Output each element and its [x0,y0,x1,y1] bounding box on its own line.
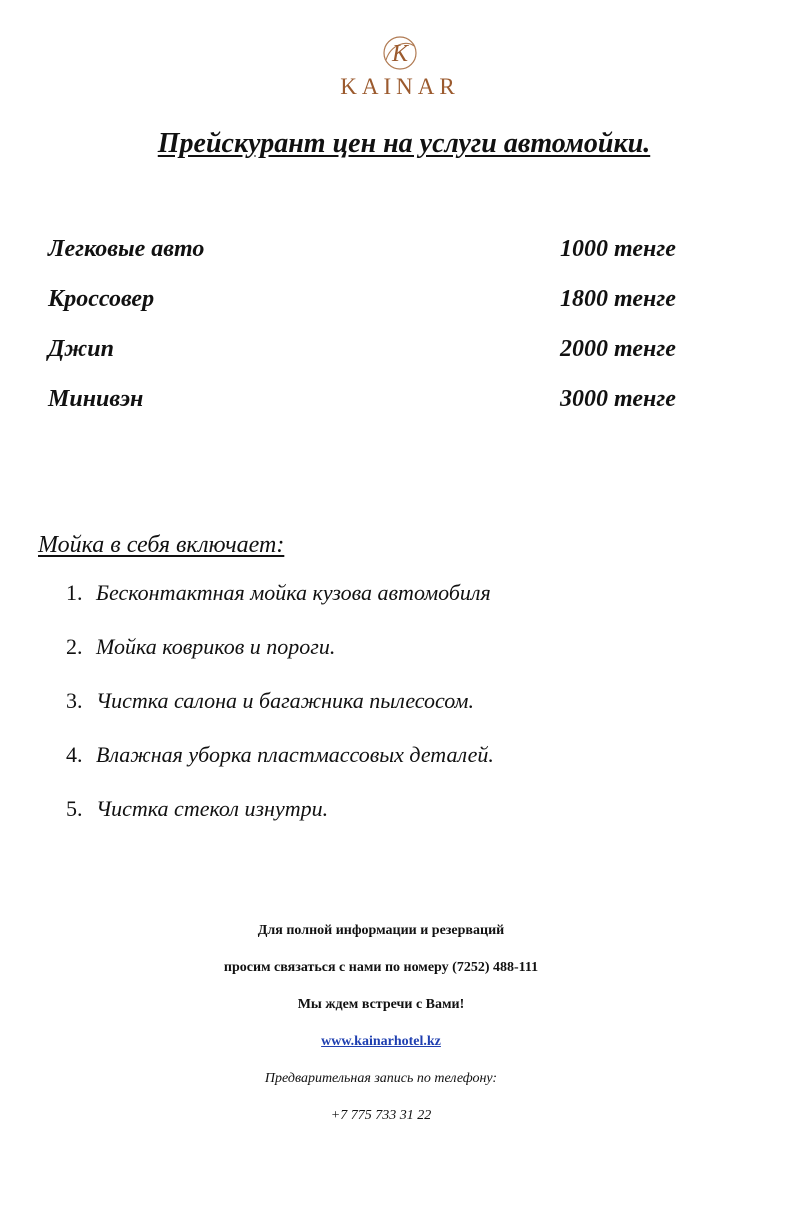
contact-footer [0,920,762,1142]
price-row [48,382,688,432]
vehicle-price: 3000 тенге [560,386,676,412]
contact-info-line: Для полной информации и резерваций [257,923,505,938]
list-item [66,632,494,686]
list-item [66,686,494,740]
list-item [66,578,494,632]
list-item [66,794,494,848]
logo-monogram-letter: K [391,41,409,67]
page-title: Прейскурант цен на услуги автомойки. [157,128,651,159]
includes-list [66,578,494,848]
list-item-text: Бесконтактная мойка кузова автомобиля [96,580,491,605]
greeting-line: Мы ждем встречи с Вами! [297,997,465,1012]
logo-wordmark: KAINAR [340,74,460,99]
list-item-number: 5. [66,796,83,821]
list-item-text: Мойка ковриков и пороги. [96,634,336,659]
vehicle-price: 1800 тенге [560,286,676,312]
list-item-number: 2. [66,634,83,659]
vehicle-type: Минивэн [48,386,144,412]
list-item-text: Влажная уборка пластмассовых деталей. [96,742,494,767]
list-item-number: 4. [66,742,83,767]
list-item-number: 1. [66,580,83,605]
price-row [48,232,688,282]
vehicle-price: 1000 тенге [560,236,676,262]
list-item-text: Чистка стекол изнутри. [96,796,329,821]
list-item-number: 3. [66,688,83,713]
booking-phone: +7 775 733 31 22 [330,1108,432,1123]
price-list [48,232,688,432]
booking-note: Предварительная запись по телефону: [264,1071,498,1086]
vehicle-price: 2000 тенге [560,336,676,362]
price-row [48,282,688,332]
hotel-logo [0,30,800,100]
list-item [66,740,494,794]
vehicle-type: Кроссовер [48,286,155,312]
kainar-monogram-icon [377,30,423,76]
vehicle-type: Джип [48,336,114,362]
vehicle-type: Легковые авто [48,236,205,262]
list-item-text: Чистка салона и багажника пылесосом. [96,688,474,713]
price-row [48,332,688,382]
contact-phone-line: просим связаться с нами по номеру (7252) 488-111 [223,960,539,975]
website-link[interactable]: www.kainarhotel.kz [321,1034,441,1049]
includes-heading: Мойка в себя включает: [38,532,285,558]
